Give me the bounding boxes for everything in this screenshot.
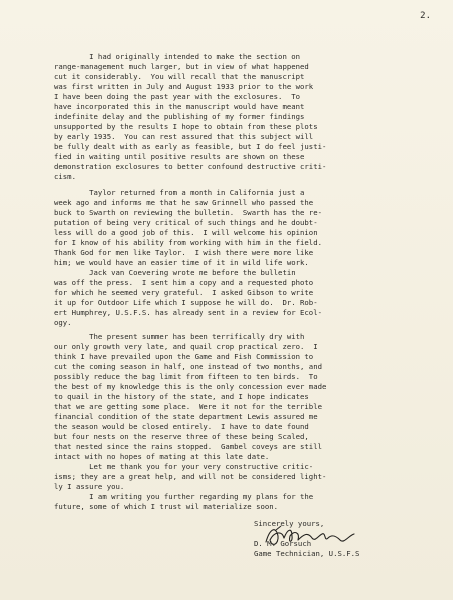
paragraph-future bbox=[54, 492, 444, 512]
text-line: Jack van Coevering wrote me before the bulletin bbox=[54, 268, 296, 277]
text-line: week ago and informs me that he saw Grinnell who passed the bbox=[54, 198, 314, 207]
text-line: ogy. bbox=[54, 318, 72, 327]
text-line: intact with no hopes of mating at this late date. bbox=[54, 452, 270, 461]
text-line: was first written in July and August 1933 prior to the work bbox=[54, 82, 314, 91]
text-line: our only growth very late, and quail crop practical zero. I bbox=[54, 342, 318, 351]
text-line: the season would be closed entirely. I have to date found bbox=[54, 422, 309, 431]
text-line: ly I assure you. bbox=[54, 482, 125, 491]
text-line: by early 1935. You can rest assured that this subject will bbox=[54, 132, 314, 141]
text-line: I am writing you further regarding my plans for the bbox=[54, 492, 314, 501]
paragraph-taylor bbox=[54, 188, 444, 268]
text-line: think I have prevailed upon the Game and Fish Commission to bbox=[54, 352, 314, 361]
page-number: 2. bbox=[420, 11, 431, 21]
text-line: be fully dealt with as early as feasible, but I do feel justi- bbox=[54, 142, 327, 151]
text-line: it up for Outdoor Life which I suppose he will do. Dr. Rob- bbox=[54, 298, 318, 307]
handwritten-signature bbox=[262, 522, 362, 552]
text-line: indefinite delay and the publishing of my former findings bbox=[54, 112, 305, 121]
text-line: I have been doing the past year with the exclosures. To bbox=[54, 92, 301, 101]
text-line: demonstration exclosures to better confound destructive criti- bbox=[54, 162, 327, 171]
text-line: fied in waiting until positive results are shown on these bbox=[54, 152, 305, 161]
text-line: cut the coming season in half, one instead of two months, and bbox=[54, 362, 322, 371]
text-line: for which he seemed very grateful. I asked Gibson to write bbox=[54, 288, 314, 297]
text-line: that we are getting some place. Were it not for the terrible bbox=[54, 402, 322, 411]
text-line: I had originally intended to make the section on bbox=[54, 52, 301, 61]
text-line: financial condition of the state department Lewis assured me bbox=[54, 412, 318, 421]
text-line: The present summer has been terrifically dry with bbox=[54, 332, 305, 341]
letter-body bbox=[54, 52, 444, 512]
paragraph-van-coevering bbox=[54, 268, 444, 328]
text-line: unsupported by the results I hope to obtain from these plots bbox=[54, 122, 318, 131]
paragraph-summer bbox=[54, 332, 444, 462]
text-line: range-management much larger, but in view of what happened bbox=[54, 62, 309, 71]
text-line: that nested since the rains stopped. Gambel coveys are still bbox=[54, 442, 322, 451]
text-line: was off the press. I sent him a copy and a requested photo bbox=[54, 278, 314, 287]
text-line: Let me thank you for your very constructive critic- bbox=[54, 462, 314, 471]
text-line: Thank God for men like Taylor. I wish there were more like bbox=[54, 248, 314, 257]
text-line: him; we would have an easier time of it in wild life work. bbox=[54, 258, 309, 267]
salutation: Sincerely yours, bbox=[254, 519, 325, 528]
text-line: to quail in the history of the state, and I hope indicates bbox=[54, 392, 309, 401]
text-line: cut it considerably. You will recall that the manuscript bbox=[54, 72, 305, 81]
text-line: buck to Swarth on reviewing the bulletin. Swarth has the re- bbox=[54, 208, 322, 217]
signer-title: Game Technician, U.S.F.S bbox=[254, 549, 360, 558]
text-line: ert Humphrey, U.S.F.S. has already sent in a review for Ecol- bbox=[54, 308, 322, 317]
paragraph-range-management bbox=[54, 52, 444, 182]
text-line: possibly reduce the bag limit from fifteen to ten birds. To bbox=[54, 372, 318, 381]
text-line: future, some of which I trust wil materialize soon. bbox=[54, 502, 279, 511]
text-line: Taylor returned from a month in California just a bbox=[54, 188, 305, 197]
text-line: cism. bbox=[54, 172, 76, 181]
text-line: for I know of his ability from working with him in the field. bbox=[54, 238, 322, 247]
paragraph-thanks bbox=[54, 462, 444, 492]
text-line: the best of my knowledge this is the only concession ever made bbox=[54, 382, 327, 391]
text-line: have incorporated this in the manuscript would have meant bbox=[54, 102, 305, 111]
signer-name: D. M. Gorsuch bbox=[254, 539, 312, 548]
text-line: putation of being very critical of such things and he doubt- bbox=[54, 218, 318, 227]
text-line: but four nests on the reserve three of these being Scaled, bbox=[54, 432, 309, 441]
text-line: less will do a good job of this. I will welcome his opinion bbox=[54, 228, 318, 237]
text-line: isms; they are a great help, and will not be considered light- bbox=[54, 472, 327, 481]
